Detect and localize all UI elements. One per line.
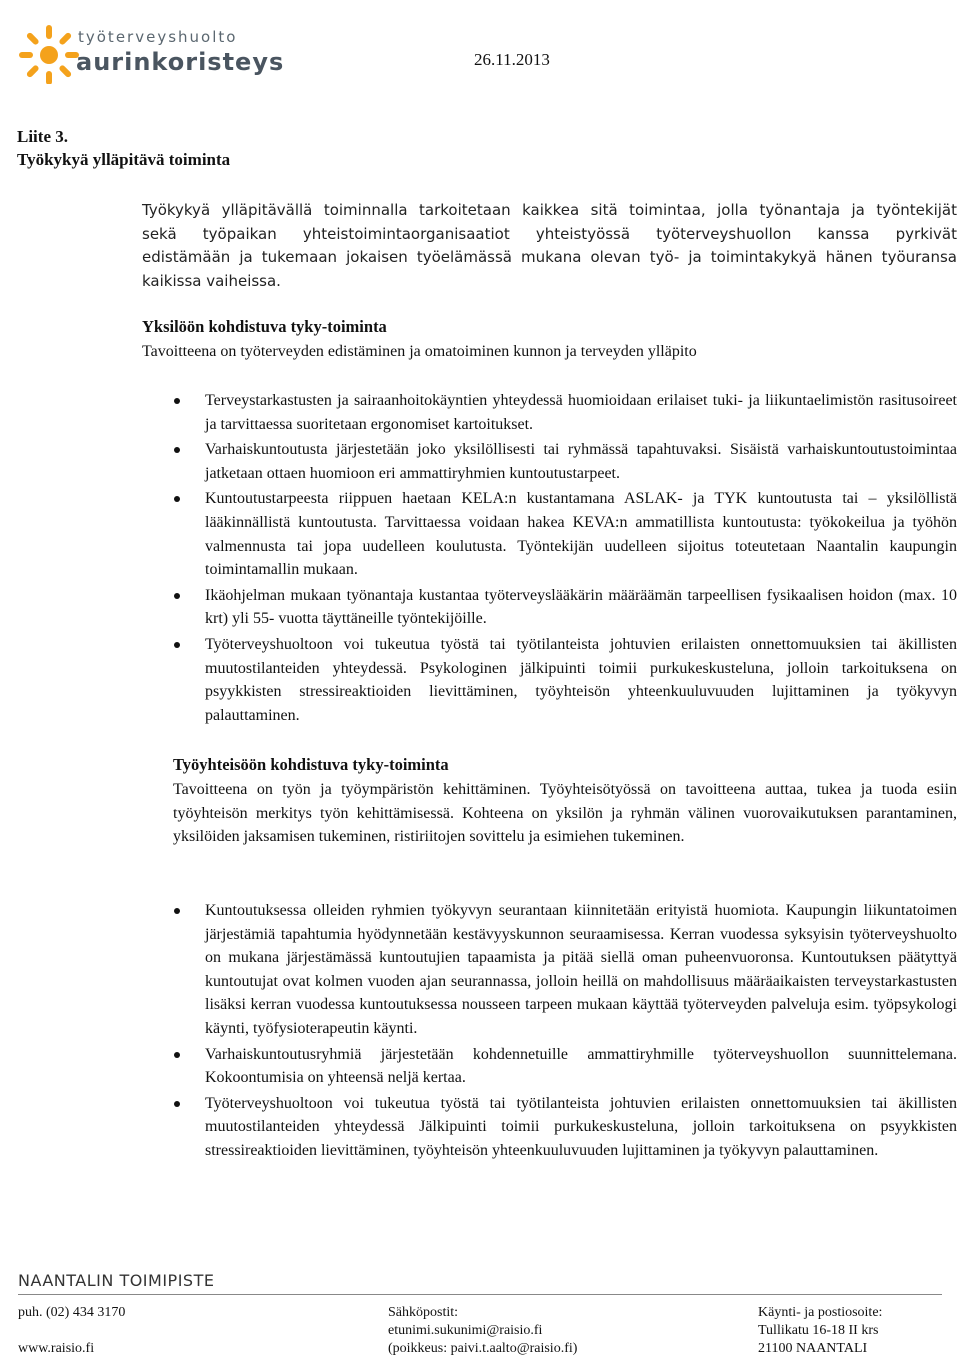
list-item: Työterveyshuoltoon voi tukeutua työstä tai työtilanteista johtuvien erilaisten onnettomuuksien tai äkillisten muutostilanteiden yhteydessä Jälkipuinti toimii purkukeskusteluna, jolloin tarkoituksena on psyykkisten stressireaktioiden lievittäminen, työyhteisön yhteenkuuluvuuden lujittaminen ja työkyvyn palauttaminen. bbox=[173, 1092, 957, 1163]
section-heading-community: Työyhteisöön kohdistuva tyky-toiminta bbox=[173, 755, 449, 774]
logo-text-small: työterveyshuolto bbox=[78, 28, 238, 46]
page-title: Työkykyä ylläpitävä toiminta bbox=[17, 150, 231, 169]
document-date: 26.11.2013 bbox=[474, 50, 550, 69]
list-item: Ikäohjelman mukaan työnantaja kustantaa työterveyslääkärin määräämän tarpeellisen fysikaalisen hoidon (max. 10 krt) yli 55- vuotta täyttäneille työntekijöille. bbox=[173, 584, 957, 631]
bullet-list-community bbox=[173, 899, 957, 1165]
list-item: Työterveyshuoltoon voi tukeutua työstä tai työtilanteista johtuvien erilaisten onnettomuuksien tai äkillisten muutostilanteiden yhteydessä. Psykologinen jälkipuinti toimii purkukeskusteluna, jolloin tarkoituksena on psyykkisten stressireaktioiden lievittäminen, työyhteisön yhteenkuuluvuuden lujittaminen ja työkyvyn palauttaminen. bbox=[173, 633, 957, 727]
footer-email-exception: (poikkeus: paivi.t.aalto@raisio.fi) bbox=[388, 1341, 578, 1356]
footer-website-link[interactable]: www.raisio.fi bbox=[18, 1341, 95, 1356]
list-item: Kuntoutuksessa olleiden ryhmien työkyvyn seurantaan kiinnitetään erityistä huomiota. Kaupungin liikuntatoimen järjestämiä tapahtumia hyödynnetään kestävyyskunnon seuraamisessa. Kerran vuodessa syksyisin työterveyshuolto on mukana järjestämässä kuntoutujien tapaamista ja pitää siellä oman puheenvuoronsa. Kuntoutuksen päätyttyä kuntoutujat ovat kolmen vuoden ajan seurannassa, jolloin heillä on mahdollisuus määräaikaisten terveystarkastusten lisäksi kerran vuodessa kuntoutuksessa nousseen tarpeen mukaan käyttää työterveyden palveluja esim. työpsykologi käynti, työfysioterapeutin käynti. bbox=[173, 899, 957, 1041]
intro-line: kaikissa vaiheissa. bbox=[142, 271, 281, 290]
section-heading-individual: Yksilöön kohdistuva tyky-toiminta bbox=[142, 317, 387, 336]
intro-line: sekä työpaikan yhteistoimintaorganisaatiot yhteistyössä työterveyshuollon kanssa pyrkivät bbox=[142, 224, 957, 243]
footer-divider bbox=[18, 1294, 942, 1295]
logo-text-brand: aurinkoristeys bbox=[76, 48, 285, 76]
list-item: Terveystarkastusten ja sairaanhoitokäyntien yhteydessä huomioidaan erilaiset tuki- ja liikuntaelimistön rasitusoireet ja tarvittaessa suoritetaan ergonomiset kartoitukset. bbox=[173, 389, 957, 436]
footer-address-city: 21100 NAANTALI bbox=[758, 1341, 868, 1356]
appendix-label: Liite 3. bbox=[17, 127, 68, 146]
footer-address-label: Käynti- ja postiosoite: bbox=[758, 1305, 883, 1320]
intro-line: edistämään ja tukemaan jokaisen työelämässä mukana olevan työ- ja toimintakykyä hänen työuransa bbox=[142, 248, 957, 267]
footer-email-pattern: etunimi.sukunimi@raisio.fi bbox=[388, 1323, 543, 1338]
list-item: Varhaiskuntoutusryhmiä järjestetään kohdennetuille ammattiryhmille työterveyshuollon suunnittelemana. Kokoontumisia on yhteensä neljä kertaa. bbox=[173, 1043, 957, 1090]
section-paragraph-community: Tavoitteena on työn ja työympäristön kehittäminen. Työyhteisötyössä on tavoitteena auttaa, tukea ja tuoda esiin työyhteisön merkitys työn kehittämisessä. Kohteena on yksilön ja ryhmän välinen vuorovaikutuksen parantaminen, yksilöiden jaksamisen tukeminen, ristiriitojen sovittelu ja esimiehen tukeminen. bbox=[173, 781, 957, 846]
bullet-list-individual bbox=[173, 389, 957, 729]
intro-paragraph bbox=[142, 199, 957, 293]
intro-line: Työkykyä ylläpitävällä toiminnalla tarkoitetaan kaikkea sitä toimintaa, jolla työnantaja ja työntekijät bbox=[142, 201, 957, 219]
list-item: Varhaiskuntoutusta järjestetään joko yksilöllisesti tai ryhmässä tapahtuvaksi. Sisäistä varhaiskuntoutustoimintaa jatketaan ottaen huomioon eri ammattiryhmien kuntoutustarpeet. bbox=[173, 438, 957, 485]
section-goal-individual: Tavoitteena on työterveyden edistäminen ja omatoiminen kunnon ja terveyden ylläpito bbox=[142, 343, 697, 360]
footer-office-name: NAANTALIN TOIMIPISTE bbox=[18, 1271, 215, 1290]
footer-phone: puh. (02) 434 3170 bbox=[18, 1305, 126, 1320]
footer-email-label: Sähköpostit: bbox=[388, 1305, 459, 1320]
list-item: Kuntoutustarpeesta riippuen haetaan KELA:n kustantamana ASLAK- ja TYK kuntoutusta tai – yksilöllistä lääkinnällistä kuntoutusta. Tarvittaessa voidaan hakea KEVA:n ammatillista kuntoutusta: työkokeilua ja työhön valmennusta tai jopa uudelleen koulutusta. Työntekijän uudelleen sijoitus toteutetaan Naantalin kaupungin toimintamallin mukaan. bbox=[173, 487, 957, 581]
footer-address-street: Tullikatu 16-18 II krs bbox=[758, 1323, 879, 1338]
sun-logo-icon bbox=[18, 22, 80, 84]
